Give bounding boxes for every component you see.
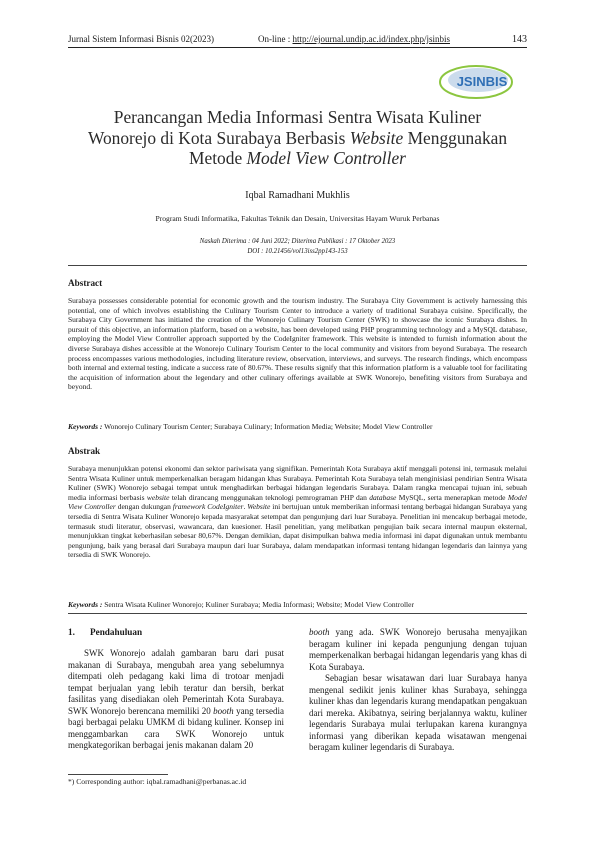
section-heading-intro [68,627,142,637]
abstrak-text: Surabaya menunjukkan potensi ekonomi dan sektor pariwisata yang signifikan. Pemerintah Kota Surabaya aktif menggali potensi ini, termasuk melalui Sentra Wisata Kuliner untuk memperkenalkan beragam hidangan khas Surabaya. Pemerintah Kota Surabaya telah menginisiasi pendirian Sentra Wisata Kuliner (SWK) Wonorejo sebagai tempat untuk menghadirkan berbagai hidangan legendaris Surabaya. Dalam rangka mencapai tujuan ini, sebuah media informasi berbasis website telah dirancang menggunakan teknologi pemrograman PHP dan database MySQL, serta menerapkan metode Model View Controller dengan dukungan framework CodeIgniter. Website ini bertujuan untuk memberikan informasi tentang berbagai hidangan Surabaya yang tersedia di Sentra Wisata Kuliner Wonorejo kepada masyarakat setempat dan pengunjung dari luar Surabaya. Penelitian ini mencakup berbagai metode, termasuk studi literatur, observasi, wawancara, dan kuesioner. Hasil penelitian, yang melibatkan pengujian baik secara internal maupun eksternal, menunjukkan tingkat keberhasilan sebesar 80,67%. Dengan demikian, dapat disimpulkan bahwa media informasi ini dapat digunakan untuk membantu pengunjung, baik yang berasal dari Surabaya maupun dari luar Surabaya, dalam mendapatkan informasi tentang hidangan legendaris dan lainnya yang tersedia di SWK Wonorejo. [68,464,527,560]
journal-url-link[interactable]: http://ejournal.undip.ac.id/index.php/jsinbis [292,34,450,44]
author-name: Iqbal Ramadhani Mukhlis [245,190,350,201]
logo-text: JSINBIS [456,74,508,89]
abstrak-heading: Abstrak [68,446,101,456]
abstract-text: Surabaya possesses considerable potential for economic growth and the tourism industry. The Surabaya City Government is actively harnessing this potential, one of which involves establishing the Culinary Tourism Center to introduce a variety of traditional Surabaya cuisine. Specifically, the Surabaya City Government has initiated the creation of the Wonorejo Culinary Tourism Center (SWK) to showcase the iconic Surabaya dishes. In pursuit of this objective, an information platform, based on a website, has been developed using PHP programming technology and a MySQL database, employing the Model View Controller approach supported by the CodeIgniter framework. This website is intended to furnish information about the diverse Surabaya dishes accessible at the Wonorejo Culinary Tourism Center to the local community and visitors from beyond Surabaya. The research process encompasses various methodologies, including literature review, observation, interviews, and surveys. The research findings, which encompass both internal and external testing, indicate a success rate of 80.67%. These results signify that this information platform is a valuable tool for facilitating the acquisition of information about the legendary and other culinary offerings available at SWK Wonorejo, benefiting visitors from Surabaya and beyond. [68,296,527,392]
journal-name: Jurnal Sistem Informasi Bisnis 02(2023) [68,34,214,44]
paper-title [60,107,535,169]
affiliation: Program Studi Informatika, Fakultas Teknik dan Desain, Universitas Hayam Wuruk Perbanas [155,214,440,223]
corresponding-author-footnote: *) Corresponding author: iqbal.ramadhani@perbanas.ac.id [68,777,247,786]
jsinbis-logo [436,56,526,102]
header-divider [68,47,527,48]
page-number: 143 [512,34,527,45]
doi: DOI : 10.21456/vol13iss2pp143-153 [247,247,348,255]
abstract-top-rule [68,265,527,266]
keywords-label: Keywords : [68,422,103,431]
title-line-3: Metode Model View Controller [189,148,406,168]
abstract-bottom-rule [68,613,527,614]
column-right [309,627,527,754]
title-line-2: Wonorejo di Kota Surabaya Berbasis Website Menggunakan [87,127,508,148]
keywords-list-id: Sentra Wisata Kuliner Wonorejo; Kuliner Surabaya; Media Informasi; Website; Model View Controller [102,600,414,609]
submission-dates [0,237,595,256]
intro-paragraph-1: SWK Wonorejo adalah gambaran baru dari pusat makanan di Surabaya, mengubah area yang sebelumnya ditempati oleh pedagang kaki lima di trotoar menjadi tempat berjualan yang lebih teratur dan bersih, berkat fasilitas yang disediakan oleh Pemerintah Kota Surabaya. SWK Wonorejo berencana memiliki 20 booth yang tersedia bagi berbagai pelaku UMKM di bidang kuliner. Konsep ini menggambarkan cara SWK Wonorejo untuk mengkategorikan berbagai jenis makanan dalam 20 [68,648,285,750]
section-title: Pendahuluan [90,627,143,637]
online-info [258,34,450,44]
received-date: Naskah Diterima : 04 Juni 2022; Diterima Publikasi : 17 Oktober 2023 [199,238,396,245]
section-number: 1. [68,627,75,637]
footnote-rule [68,774,168,775]
keywords-list: Wonorejo Culinary Tourism Center; Surabaya Culinary; Information Media; Website; Model View Controller [102,422,433,431]
keywords-label-id: Keywords : [68,600,103,609]
title-line-1: Perancangan Media Informasi Sentra Wisata Kuliner [113,107,482,127]
abstrak-keywords [68,600,527,609]
intro-paragraph-1-cont: booth yang ada. SWK Wonorejo berusaha menyajikan beragam kuliner ini kepada pengunjung dengan tujuan memperkenalkan berbagai hidangan legendaris yang khas di Kota Surabaya. [309,627,527,672]
running-header [68,34,527,48]
intro-paragraph-2: Sebagian besar wisatawan dari luar Surabaya hanya mengenal sedikit jenis kuliner khas Surabaya, sehingga kuliner khas dan legendaris kurang mendapatkan pengakuan dari mereka. Akibatnya, seiring berjalannya waktu, kuliner legendaris Surabaya mulai terlupakan karena kurangnya informasi yang diberikan kepada wisatawan mengenai beragam kuliner legendaris di Surabaya. [309,673,527,752]
abstract-heading: Abstract [68,278,103,288]
online-prefix: On-line : [258,34,293,44]
column-left [68,648,284,752]
abstract-keywords [68,422,527,431]
